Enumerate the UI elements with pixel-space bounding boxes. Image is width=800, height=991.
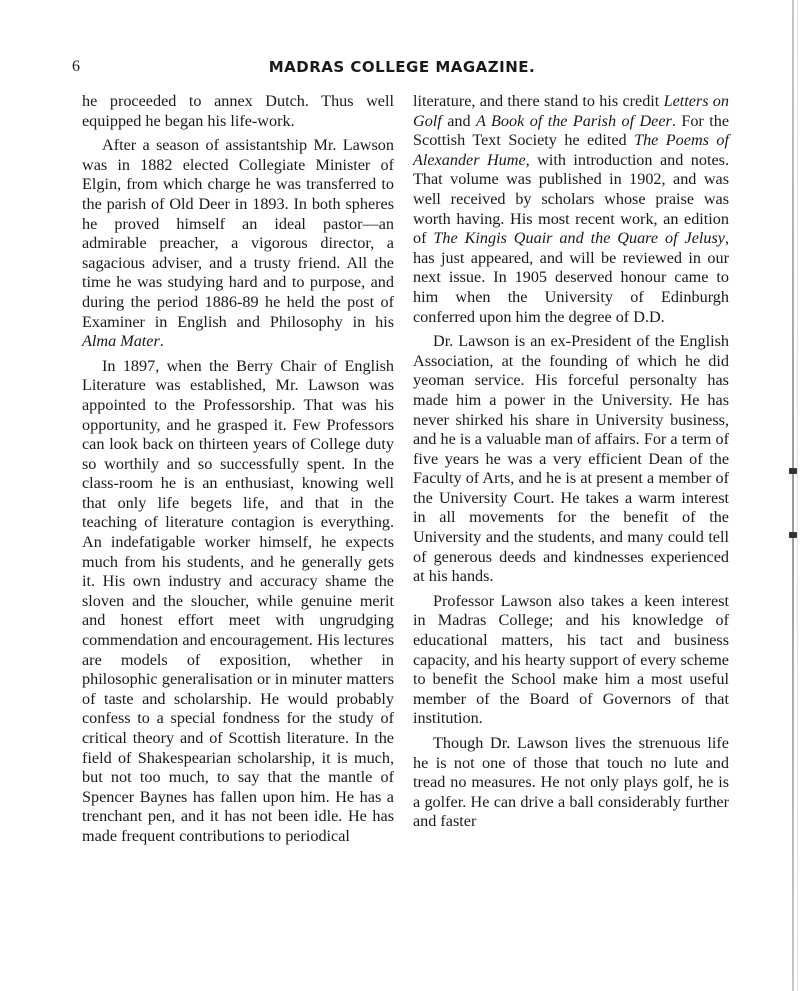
paragraph-text: , with introduction and notes. That volume was published in 1902, and was well received by scholars whose praise was worth having. His most recent work, an edition of — [413, 150, 729, 248]
paragraph-text: and — [441, 111, 476, 130]
book-title: Letters on Golf — [413, 92, 729, 130]
paragraph: Though Dr. Lawson lives the strenuous life he is not one of those that touch no lute and tread no measures. He not only plays golf, he is a golfer. He can drive a ball considerably further and faster — [413, 734, 729, 831]
paragraph — [413, 92, 729, 327]
paragraph-text: , has just appeared, and will be reviewed in our next issue. In 1905 deserved honour came to him when the University of Edinburgh conferred upon him the degree of D.D. — [413, 229, 729, 326]
binding-mark — [789, 532, 797, 538]
paragraph-text: After a season of assistantship Mr. Lawson was in 1882 elected Collegiate Minister of Elgin, from which charge he was transferred to the parish of Old Deer in 1893. In both spheres he proved himself an ideal pastor—an admirable preacher, a vigorous director, a sagacious adviser, and a trusty friend. All the time he was studying hard and to purpose, and during the period 1886-89 he held the post of Examiner in English and Philosophy in his — [82, 136, 394, 331]
paragraph: Professor Lawson also takes a keen interest in Madras College; and his knowledge of educational matters, his tact and business capacity, and his hearty support of every scheme to benefit the School make him a most useful member of the Board of Governors of that institution. — [413, 591, 729, 728]
paragraph-text: . — [159, 332, 164, 351]
italic-phrase: Alma Mater — [82, 332, 160, 351]
paragraph-text: literature, and there stand to his credit — [413, 92, 664, 110]
page-number: 6 — [72, 58, 80, 75]
paragraph: In 1897, when the Berry Chair of English Literature was established, Mr. Lawson was appointed to the Professorship. That was his opportunity, and he grasped it. Few Professors can look back on thirteen years of College duty so worthily and so successfully spent. In the class-room he is an enthusiast, knowing well that only life begets life, and that in the teaching of literature contagion is everything. An indefatigable worker himself, he expects much from his students, and he generally gets it. His own industry and accuracy shame the sloven and the sloucher, while genuine merit and honest effort meet with ungrudging commendation and encouragement. His lectures are models of exposition, whether in philosophic generalisation or in minuter matters of taste and scholarship. He would probably confess to a special fondness for the study of critical theory and of Scottish literature. In the field of Shakespearian scholarship, it is much, but not too much, to say that the mantle of Spencer Baynes has fallen upon him. He has a trenchant pen, and it has not been idle. He has made frequent contributions to periodical — [82, 356, 394, 845]
book-title: The Poems of Alexander Hume — [413, 131, 729, 169]
paragraph: he proceeded to annex Dutch. Thus well equipped he began his life-work. — [82, 92, 394, 130]
left-column — [82, 92, 394, 847]
page-header — [72, 58, 732, 82]
running-title: MADRAS COLLEGE MAGAZINE. — [268, 58, 536, 76]
scan-border — [792, 0, 794, 991]
scan-border — [797, 0, 798, 991]
book-title: The Kingis Quair and the Quare of Jelusy — [433, 229, 725, 248]
paragraph — [82, 136, 394, 352]
paragraph-text: . For the Scottish Text Society he edited — [413, 111, 730, 150]
binding-mark — [789, 468, 797, 474]
book-title: A Book of the Parish of Deer — [476, 111, 672, 130]
right-column — [413, 92, 729, 832]
paragraph: Dr. Lawson is an ex-President of the English Association, at the founding of which he did yeoman service. His forceful personalty has made him a power in the University. He has never shirked his share in University business, and he is a valuable man of affairs. For a term of five years he was a very efficient Dean of the Faculty of Arts, and he is at present a member of the University Court. He takes a warm interest in all movements for the benefit of the University and the students, and many could tell of generous deeds and kindnesses experienced at his hands. — [413, 332, 729, 586]
